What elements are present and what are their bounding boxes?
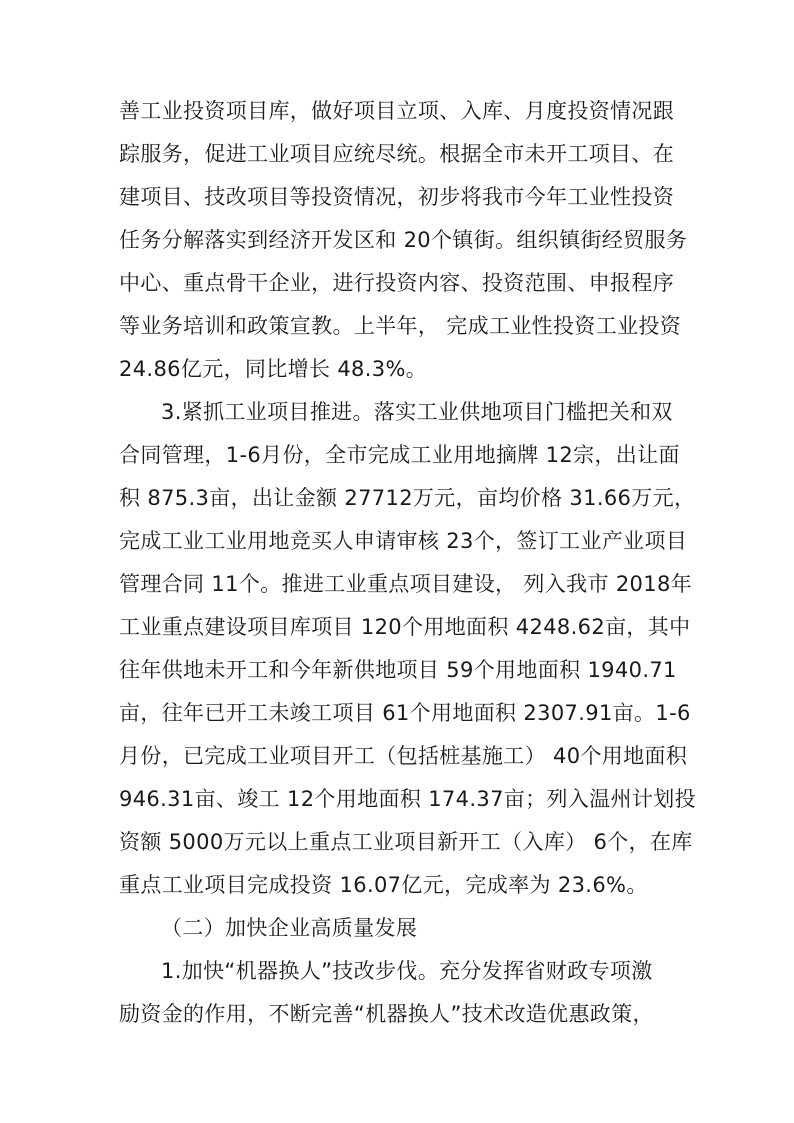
body-line: 励资金的作用，不断完善“机器换人”技术改造优惠政策， [119, 1002, 654, 1026]
body-line: 重点工业项目完成投资 16.07亿元，完成率为 23.6%。 [119, 873, 648, 897]
section-heading: （二）加快企业高质量发展 [161, 916, 418, 940]
body-line: 亩，往年已开工未竣工项目 61个用地面积 2307.91亩。1-6 [119, 701, 691, 725]
body-line: 任务分解落实到经济开发区和 20个镇街。组织镇街经贸服务 [119, 228, 688, 252]
body-line: 等业务培训和政策宣教。上半年， 完成工业性投资工业投资 [119, 314, 682, 338]
body-line: 合同管理，1-6月份，全市完成工业用地摘牌 12宗，出让面 [119, 443, 680, 467]
body-line: 管理合同 11个。推进工业重点项目建设， 列入我市 2018年 [119, 572, 693, 596]
body-line: 善工业投资项目库，做好项目立项、入库、月度投资情况跟 [119, 99, 675, 123]
body-line: 中心、重点骨干企业，进行投资内容、投资范围、申报程序 [119, 271, 675, 295]
body-line: 资额 5000万元以上重点工业项目新开工（入库） 6个，在库 [119, 830, 693, 854]
body-line: 完成工业工业用地竞买人申请审核 23个，签订工业产业项目 [119, 529, 688, 553]
body-line: 积 875.3亩，出让金额 27712万元，亩均价格 31.66万元， [119, 486, 696, 510]
body-line: 往年供地未开工和今年新供地项目 59个用地面积 1940.71 [119, 658, 677, 682]
body-line: 踪服务，促进工业项目应统尽统。根据全市未开工项目、在 [119, 142, 675, 166]
paragraph-first-line: 1.加快“机器换人”技改步伐。充分发挥省财政专项激 [161, 959, 653, 983]
paragraph-first-line: 3.紧抓工业项目推进。落实工业供地项目门槛把关和双 [161, 400, 673, 424]
body-line: 月份，已完成工业项目开工（包括桩基施工） 40个用地面积 [119, 744, 688, 768]
body-line: 24.86亿元，同比增长 48.3%。 [119, 357, 428, 381]
body-line: 建项目、技改项目等投资情况，初步将我市今年工业性投资 [119, 185, 675, 209]
body-line: 946.31亩、竣工 12个用地面积 174.37亩；列入温州计划投 [119, 787, 696, 811]
body-line: 工业重点建设项目库项目 120个用地面积 4248.62亩，其中 [119, 615, 691, 639]
